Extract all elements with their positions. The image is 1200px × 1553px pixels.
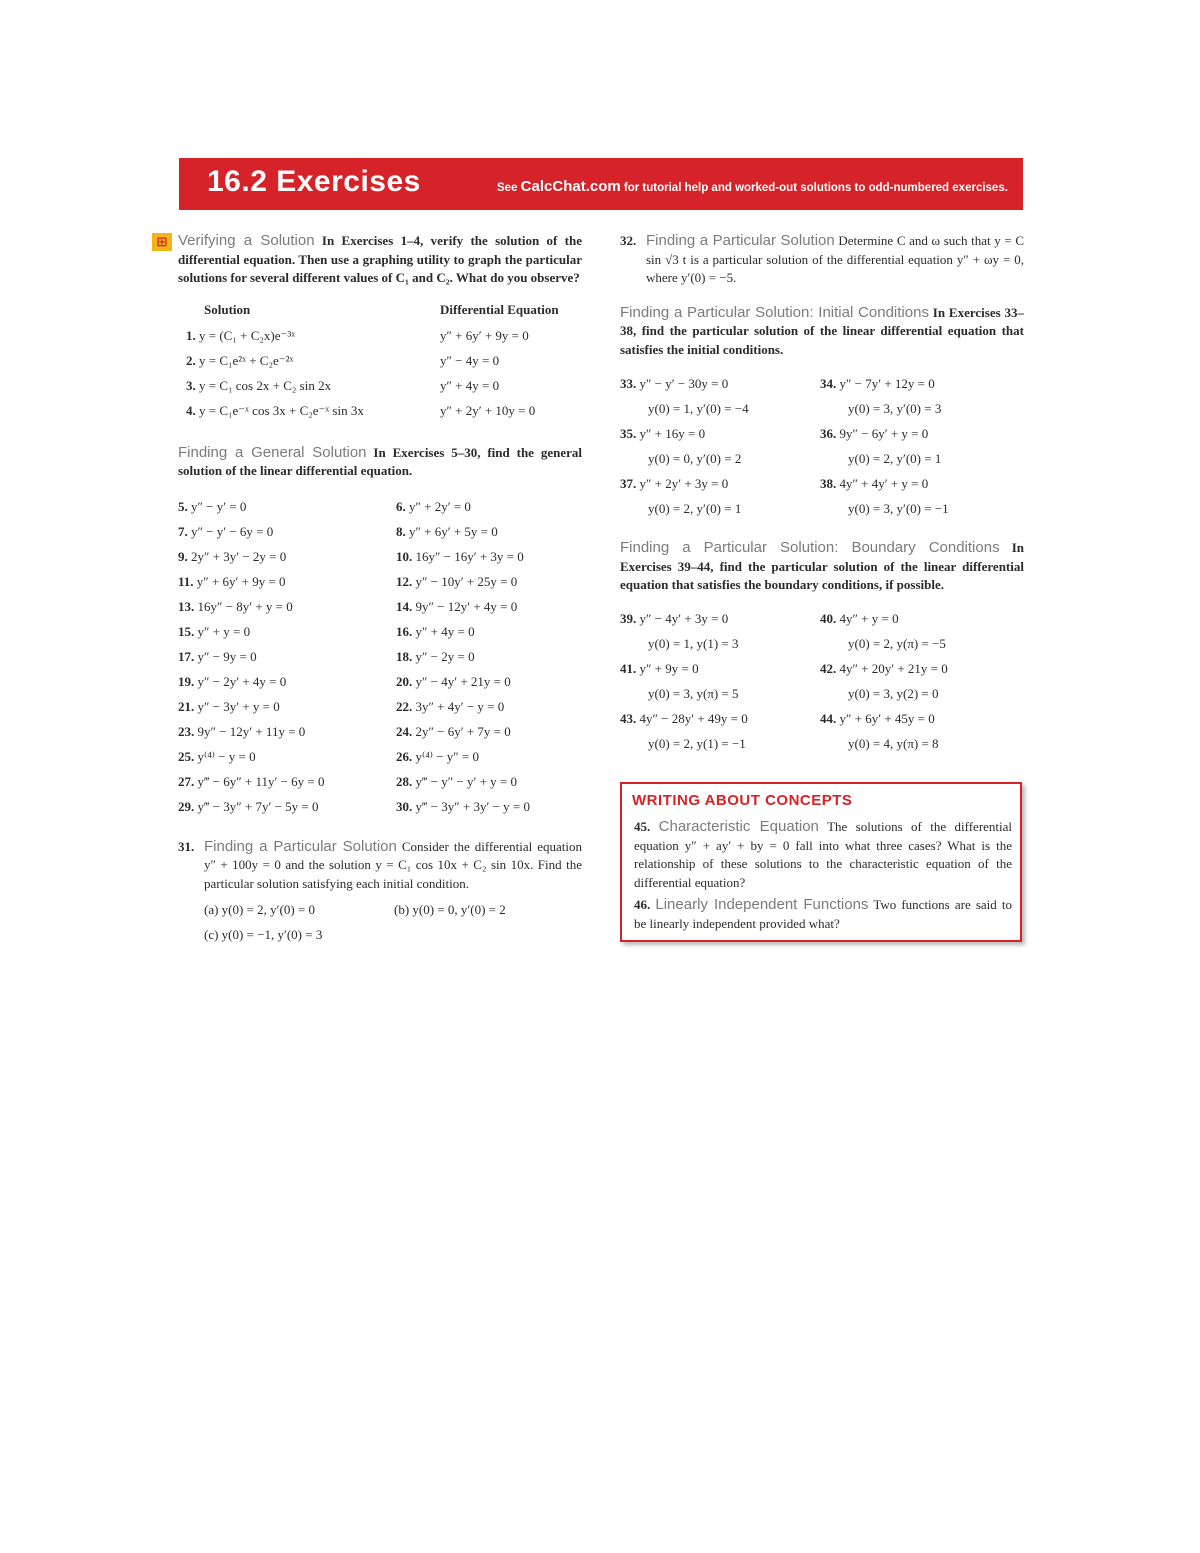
condition-text: y(0) = 1, y(1) = 3 <box>648 636 739 651</box>
column-header: Differential Equation <box>440 301 559 317</box>
exercise-item <box>396 799 582 815</box>
left-column <box>156 232 583 947</box>
exercise-equation: y⁽⁴⁾ − y″ = 0 <box>415 749 479 764</box>
exercise-equation: 16y″ − 8y′ + y = 0 <box>197 599 293 614</box>
exercise-equation: 16y″ − 16y′ + 3y = 0 <box>415 549 524 564</box>
exercise-row <box>178 495 582 520</box>
exercise-equation: y″ + 9y = 0 <box>639 661 699 676</box>
exercise-item <box>178 549 396 565</box>
solution-cell <box>186 353 440 369</box>
exercise-item <box>396 549 582 565</box>
exercise-equation: 4y″ + 4y′ + y = 0 <box>839 475 929 491</box>
exercise-equation: y″ − 9y = 0 <box>197 649 257 664</box>
table-row <box>186 349 582 374</box>
exercise-31 <box>178 838 582 894</box>
exercise-equation: y″ − 3y′ + y = 0 <box>197 699 280 714</box>
exercise-item <box>396 649 582 665</box>
exercise-item <box>820 661 1024 677</box>
section-heading: Verifying a Solution <box>178 232 315 249</box>
exercise-number: 39. <box>620 611 637 626</box>
exercise-equation: y″ + 6y′ + 45y = 0 <box>839 711 935 726</box>
exercise-equation: y‴ − y″ − y′ + y = 0 <box>415 774 517 789</box>
section-general-solution <box>178 444 582 481</box>
exercise-item <box>396 599 582 615</box>
exercise-body: Consider the differential equation y″ + 100y = 0 and the solution y = C₁ cos 10x + C₂ sin 10x. Find the particular solution satisfying each initial condition. <box>204 838 583 891</box>
exercise-item <box>178 749 396 765</box>
table-row <box>186 324 582 349</box>
exercise-number: 10. <box>396 549 413 564</box>
exercise-item <box>620 611 820 627</box>
exercise-number: 46. <box>634 897 651 912</box>
exercise-number: 31. <box>178 838 195 854</box>
exercise-number: 15. <box>178 624 195 639</box>
condition-text: y(0) = 3, y′(0) = 3 <box>848 400 942 416</box>
exercise-row <box>178 570 582 595</box>
exercise-equation: y″ + 6y′ + 5y = 0 <box>409 524 498 539</box>
exercise-item <box>178 649 396 665</box>
exercise-number: 37. <box>620 475 637 491</box>
section-heading: Finding a General Solution <box>178 443 367 461</box>
exercise-number: 24. <box>396 724 413 739</box>
solution-text: y = C₁e⁻ˣ cos 3x + C₂e⁻ˣ sin 3x <box>199 403 364 418</box>
exercise-equation: y″ + 2y′ = 0 <box>409 499 471 514</box>
exercise-item <box>178 674 396 690</box>
section-instructions: In Exercises 1–4, verify the solution of the differential equation. Then use a graphing utility to graph the particular solutions for several different values of C₁ and C₂. What do you observe? <box>178 233 583 285</box>
exercise-item <box>820 376 1024 392</box>
exercise-equation: y‴ − 3y″ + 3y′ − y = 0 <box>415 799 530 814</box>
exercise-number: 3. <box>186 378 196 393</box>
exercise-heading: Linearly Independent Functions <box>655 896 869 913</box>
exercise-equation: 3y″ + 4y′ − y = 0 <box>415 699 505 714</box>
table-row <box>186 374 582 399</box>
exercise-item <box>178 774 396 790</box>
condition-row <box>620 496 1024 521</box>
exercise-number: 12. <box>396 574 413 589</box>
exercise-equation: y″ − 4y′ + 21y = 0 <box>415 674 511 689</box>
exercise-row <box>620 371 1024 396</box>
exercise-number: 45. <box>634 819 651 834</box>
solution-table-header <box>204 302 582 318</box>
exercise-equation: y⁽⁴⁾ − y = 0 <box>197 749 256 764</box>
exercise-item <box>396 699 582 715</box>
exercise-number: 2. <box>186 353 196 368</box>
exercise-equation: 9y″ − 12y′ + 11y = 0 <box>197 724 306 739</box>
section-heading: Finding a Particular Solution: Boundary Conditions <box>620 539 1000 556</box>
exercise-item <box>820 476 1024 492</box>
solution-cell <box>186 378 440 394</box>
exercise-equation: y″ − 2y = 0 <box>415 649 475 664</box>
exercise-item <box>396 674 582 690</box>
condition-c: (c) y(0) = −1, y′(0) = 3 <box>204 926 323 942</box>
calcchat-text: for tutorial help and worked-out solutions to odd-numbered exercises. <box>623 182 1008 194</box>
exercise-equation: y″ + 4y = 0 <box>415 624 475 639</box>
exercise-number: 26. <box>396 749 413 764</box>
exercise-equation: 2y″ − 6y′ + 7y = 0 <box>415 724 511 739</box>
exercise-item <box>396 724 582 740</box>
exercise-row <box>178 670 582 695</box>
exercise-number: 11. <box>178 574 194 589</box>
exercise-item <box>178 574 396 590</box>
exercise-equation: 2y″ + 3y′ − 2y = 0 <box>191 549 287 564</box>
solution-table <box>178 324 582 424</box>
exercise-number: 29. <box>178 799 195 814</box>
exercise-number: 28. <box>396 774 413 789</box>
equation-text: y″ + 6y′ + 9y = 0 <box>440 328 529 343</box>
exercise-32 <box>620 232 1024 288</box>
exercise-number: 9. <box>178 549 188 564</box>
condition-text: y(0) = 2, y(1) = −1 <box>648 736 746 751</box>
exercise-equation: 9y″ − 6y′ + y = 0 <box>839 425 929 441</box>
exercise-item <box>620 476 820 492</box>
condition-text: y(0) = 3, y(π) = 5 <box>648 686 739 701</box>
condition-text: y(0) = 0, y′(0) = 2 <box>648 450 742 466</box>
exercise-number: 1. <box>186 328 196 343</box>
exercise-heading: Finding a Particular Solution <box>204 837 397 855</box>
exercise-number: 23. <box>178 724 195 739</box>
section-instructions: In Exercises 33–38, find the particular solution of the linear differential equation that satisfies the initial conditions. <box>620 304 1025 357</box>
exercise-body: The solutions of the differential equation y″ + ay′ + by = 0 fall into what three cases? What is the relationship of these solutions to the characteristic equation of the differential equation? <box>634 819 1013 890</box>
condition-row <box>620 632 1024 657</box>
condition-text: y(0) = 3, y′(0) = −1 <box>848 500 949 516</box>
exercise-row <box>620 471 1024 496</box>
exercise-equation: y″ − y′ = 0 <box>191 499 247 514</box>
exercise-number: 5. <box>178 499 188 514</box>
equation-text: y″ + 2y′ + 10y = 0 <box>440 403 536 418</box>
exercise-number: 13. <box>178 599 195 614</box>
condition-text: y(0) = 2, y′(0) = 1 <box>848 450 942 466</box>
box-title: WRITING ABOUT CONCEPTS <box>632 792 853 809</box>
exercise-number: 44. <box>820 711 837 726</box>
condition-text: y(0) = 3, y(2) = 0 <box>848 686 939 701</box>
exercise-number: 7. <box>178 524 188 539</box>
exercise-equation: y″ + y = 0 <box>197 624 251 639</box>
exercise-number: 8. <box>396 524 406 539</box>
exercise-item <box>820 711 1024 727</box>
exercise-row <box>178 595 582 620</box>
exercise-item <box>396 749 582 765</box>
condition-row <box>620 446 1024 471</box>
exercise-list <box>620 607 1024 757</box>
exercise-row <box>178 645 582 670</box>
section-boundary-conditions <box>620 539 1024 595</box>
exercise-row <box>620 657 1024 682</box>
exercise-equation: y″ − 10y′ + 25y = 0 <box>415 574 518 589</box>
exercise-equation: 9y″ − 12y′ + 4y = 0 <box>415 599 518 614</box>
exercise-heading: Finding a Particular Solution <box>646 232 835 249</box>
exercise-equation: y″ − y′ − 30y = 0 <box>639 375 729 391</box>
exercise-equation: 4y″ − 28y′ + 49y = 0 <box>639 711 748 726</box>
exercise-row <box>620 421 1024 446</box>
exercise-equation: y‴ − 6y″ + 11y′ − 6y = 0 <box>197 774 325 789</box>
exercise-item <box>178 524 396 540</box>
exercise-list <box>620 371 1024 521</box>
exercise-equation: y″ − y′ − 6y = 0 <box>191 524 274 539</box>
exercise-equation: y″ − 2y′ + 4y = 0 <box>197 674 287 689</box>
condition-a: (a) y(0) = 2, y′(0) = 0 <box>204 901 316 917</box>
exercise-item <box>178 499 396 515</box>
equation-text: y″ + 4y = 0 <box>440 378 500 393</box>
exercise-equation: 4y″ + 20y′ + 21y = 0 <box>839 661 948 676</box>
exercise-item <box>820 426 1024 442</box>
exercise-item <box>178 599 396 615</box>
condition-row <box>620 732 1024 757</box>
exercise-item <box>620 426 820 442</box>
condition-text: y(0) = 2, y(π) = −5 <box>848 636 946 651</box>
section-instructions: In Exercises 39–44, find the particular solution of the linear differential equation that satisfies the boundary conditions, if possible. <box>620 540 1024 592</box>
exercise-equation: 4y″ + y = 0 <box>839 611 899 626</box>
exercise-number: 20. <box>396 674 413 689</box>
exercise-item <box>620 376 820 392</box>
exercise-number: 35. <box>620 425 637 441</box>
exercise-number: 36. <box>820 425 837 441</box>
solution-cell <box>186 403 440 419</box>
exercise-number: 22. <box>396 699 413 714</box>
exercise-body: Two functions are said to be linearly independent provided what? <box>634 897 1013 931</box>
right-column <box>620 232 1024 757</box>
exercise-row <box>620 707 1024 732</box>
calcchat-link[interactable]: CalcChat.com <box>520 178 621 195</box>
exercise-31-conditions <box>204 922 582 947</box>
solution-text: y = C₁e²ˣ + C₂e⁻²ˣ <box>199 353 294 368</box>
section-banner <box>179 158 1023 210</box>
condition-text: y(0) = 2, y′(0) = 1 <box>648 500 742 516</box>
exercise-item <box>820 611 1024 627</box>
exercise-number: 16. <box>396 624 413 639</box>
section-instructions: In Exercises 5–30, find the general solution of the linear differential equation. <box>178 444 582 478</box>
exercise-row <box>178 795 582 820</box>
exercise-number: 17. <box>178 649 195 664</box>
exercise-46 <box>634 896 1012 933</box>
exercise-item <box>620 661 820 677</box>
exercise-number: 43. <box>620 711 637 726</box>
exercise-row <box>178 620 582 645</box>
exercise-equation: y″ − 4y′ + 3y = 0 <box>639 611 729 626</box>
condition-row <box>620 682 1024 707</box>
equation-text: y″ − 4y = 0 <box>440 353 500 368</box>
solution-cell <box>186 328 440 344</box>
exercise-item <box>396 774 582 790</box>
exercise-row <box>620 607 1024 632</box>
exercise-number: 27. <box>178 774 195 789</box>
exercise-item <box>396 574 582 590</box>
exercise-item <box>178 624 396 640</box>
column-header: Solution <box>204 301 251 317</box>
exercise-row <box>178 545 582 570</box>
calcchat-prefix: See <box>497 182 518 194</box>
exercise-item <box>178 699 396 715</box>
exercise-row <box>178 770 582 795</box>
exercise-equation: y″ − 7y′ + 12y = 0 <box>839 375 935 391</box>
solution-text: y = (C₁ + C₂x)e⁻³ˣ <box>199 328 296 343</box>
exercise-number: 19. <box>178 674 195 689</box>
exercise-31-conditions <box>204 897 582 922</box>
condition-row <box>620 396 1024 421</box>
exercise-row <box>178 695 582 720</box>
exercise-row <box>178 520 582 545</box>
exercise-heading: Characteristic Equation <box>658 818 819 835</box>
calcchat-note <box>497 178 1008 195</box>
exercise-item <box>396 524 582 540</box>
exercise-number: 14. <box>396 599 413 614</box>
exercise-number: 40. <box>820 611 837 626</box>
exercise-list <box>178 495 582 820</box>
exercise-number: 32. <box>620 233 637 248</box>
writing-about-concepts-box <box>620 782 1022 942</box>
section-heading: Finding a Particular Solution: Initial Conditions <box>620 303 929 321</box>
exercise-item <box>396 499 582 515</box>
solution-text: y = C₁ cos 2x + C₂ sin 2x <box>199 378 332 393</box>
exercise-number: 4. <box>186 403 196 418</box>
condition-text: y(0) = 4, y(π) = 8 <box>848 736 939 751</box>
exercise-item <box>178 724 396 740</box>
exercise-number: 42. <box>820 661 837 676</box>
exercise-number: 25. <box>178 749 195 764</box>
exercise-item <box>620 711 820 727</box>
exercise-item <box>178 799 396 815</box>
exercise-number: 6. <box>396 499 406 514</box>
exercise-body: Determine C and ω such that y = C sin √3 t is a particular solution of the differential equation y″ + ωy = 0, where y′(0) = −5. <box>646 233 1024 285</box>
exercise-equation: y″ + 16y = 0 <box>639 425 706 441</box>
exercise-number: 18. <box>396 649 413 664</box>
exercise-equation: y″ + 6y′ + 9y = 0 <box>196 574 286 589</box>
exercise-equation: y‴ − 3y″ + 7y′ − 5y = 0 <box>197 799 319 814</box>
exercise-number: 38. <box>820 475 837 491</box>
exercise-number: 21. <box>178 699 195 714</box>
exercise-number: 34. <box>820 375 837 391</box>
condition-text: y(0) = 1, y′(0) = −4 <box>648 400 749 416</box>
exercise-item <box>396 624 582 640</box>
exercise-equation: y″ + 2y′ + 3y = 0 <box>639 475 729 491</box>
section-verifying <box>156 232 583 288</box>
exercise-row <box>178 720 582 745</box>
section-initial-conditions <box>620 304 1024 360</box>
condition-b: (b) y(0) = 0, y′(0) = 2 <box>394 901 506 917</box>
graphing-utility-icon: ⊞ <box>152 233 172 251</box>
exercise-number: 41. <box>620 661 637 676</box>
table-row <box>186 399 582 424</box>
exercise-number: 33. <box>620 375 637 391</box>
exercise-number: 30. <box>396 799 413 814</box>
page-title: 16.2 Exercises <box>207 165 421 198</box>
exercise-row <box>178 745 582 770</box>
exercise-45 <box>634 818 1012 892</box>
